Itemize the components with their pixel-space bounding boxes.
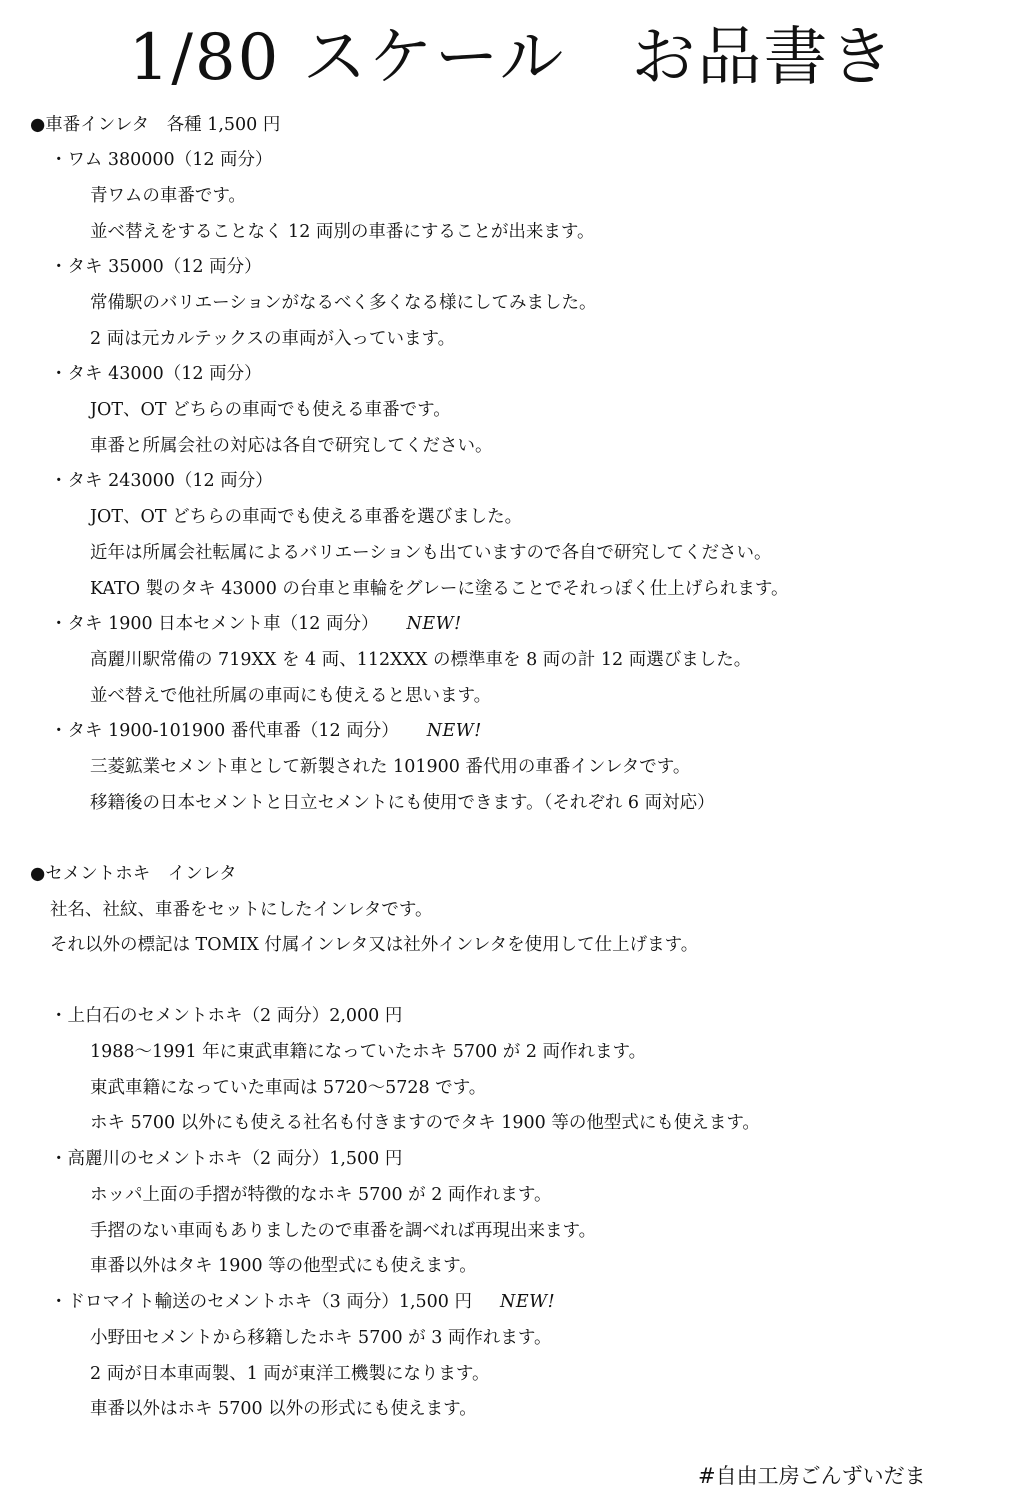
item-description: JOT、OT どちらの車両でも使える車番を選びました。 [90, 507, 523, 527]
item-description: 2 両が日本車両製、1 両が東洋工機製になります。 [90, 1364, 490, 1384]
item-description: 小野田セメントから移籍したホキ 5700 が 3 両作れます。 [90, 1328, 552, 1348]
new-badge: NEW! [406, 614, 462, 634]
item-name: ・ドロマイト輸送のセメントホキ（3 両分）1,500 円 [50, 1292, 473, 1312]
item-description: KATO 製のタキ 43000 の台車と車輪をグレーに塗ることでそれっぽく仕上げられます。 [90, 579, 789, 599]
item-description: ホッパ上面の手摺が特徴的なホキ 5700 が 2 両作れます。 [90, 1185, 552, 1205]
item-description: JOT、OT どちらの車両でも使える車番です。 [90, 400, 451, 420]
item-name-row [50, 612, 462, 636]
item-name: ・上白石のセメントホキ（2 両分）2,000 円 [50, 1006, 403, 1026]
section-heading-number-decals: ●車番インレタ 各種 1,500 円 [30, 115, 281, 135]
page-title: 1/80 スケール お品書き [128, 21, 896, 95]
item-name-row [50, 719, 482, 743]
item-name: ・タキ 243000（12 両分） [50, 471, 273, 491]
item-description: 青ワムの車番です。 [90, 186, 246, 206]
item-description: 三菱鉱業セメント車として新製された 101900 番代用の車番インレタです。 [90, 757, 691, 777]
item-description: ホキ 5700 以外にも使える社名も付きますのでタキ 1900 等の他型式にも使えます。 [90, 1113, 760, 1133]
item-name: ・タキ 35000（12 両分） [50, 257, 262, 277]
section-intro: 社名、社紋、車番をセットにしたインレタです。 [50, 900, 433, 920]
item-name-row [50, 1290, 555, 1314]
item-name: ・タキ 1900-101900 番代車番（12 両分） [50, 721, 399, 741]
item-description: 車番以外はタキ 1900 等の他型式にも使えます。 [90, 1256, 477, 1276]
item-description: 移籍後の日本セメントと日立セメントにも使用できます。（それぞれ 6 両対応） [90, 793, 715, 813]
item-description: 車番と所属会社の対応は各自で研究してください。 [90, 436, 493, 456]
new-badge: NEW! [500, 1292, 556, 1312]
item-description: 並べ替えをすることなく 12 両別の車番にすることが出来ます。 [90, 222, 595, 242]
item-description: 近年は所属会社転属によるバリエーションも出ていますので各自で研究してください。 [90, 543, 772, 563]
item-name: ・タキ 1900 日本セメント車（12 両分） [50, 614, 379, 634]
item-description: 東武車籍になっていた車両は 5720～5728 です。 [90, 1078, 487, 1098]
item-description: 並べ替えで他社所属の車両にも使えると思います。 [90, 686, 492, 706]
item-name: ・高麗川のセメントホキ（2 両分）1,500 円 [50, 1149, 403, 1169]
item-name: ・ワム 380000（12 両分） [50, 150, 273, 170]
section-heading-cement-hoki: ●セメントホキ インレタ [30, 864, 237, 884]
item-description: 高麗川駅常備の 719XX を 4 両、112XXX の標準車を 8 両の計 12 両選びました。 [90, 650, 752, 670]
footer-hashtag: #自由工房ごんずいだま [698, 1464, 926, 1488]
item-name: ・タキ 43000（12 両分） [50, 364, 262, 384]
section-intro: それ以外の標記は TOMIX 付属インレタ又は社外インレタを使用して仕上げます。 [50, 935, 699, 955]
item-description: 常備駅のバリエーションがなるべく多くなる様にしてみました。 [90, 293, 597, 313]
item-description: 車番以外はホキ 5700 以外の形式にも使えます。 [90, 1399, 477, 1419]
item-description: 1988～1991 年に東武車籍になっていたホキ 5700 が 2 両作れます。 [90, 1042, 647, 1062]
item-description: 手摺のない車両もありましたので車番を調べれば再現出来ます。 [90, 1221, 597, 1241]
new-badge: NEW! [426, 721, 482, 741]
item-description: 2 両は元カルテックスの車両が入っています。 [90, 329, 456, 349]
